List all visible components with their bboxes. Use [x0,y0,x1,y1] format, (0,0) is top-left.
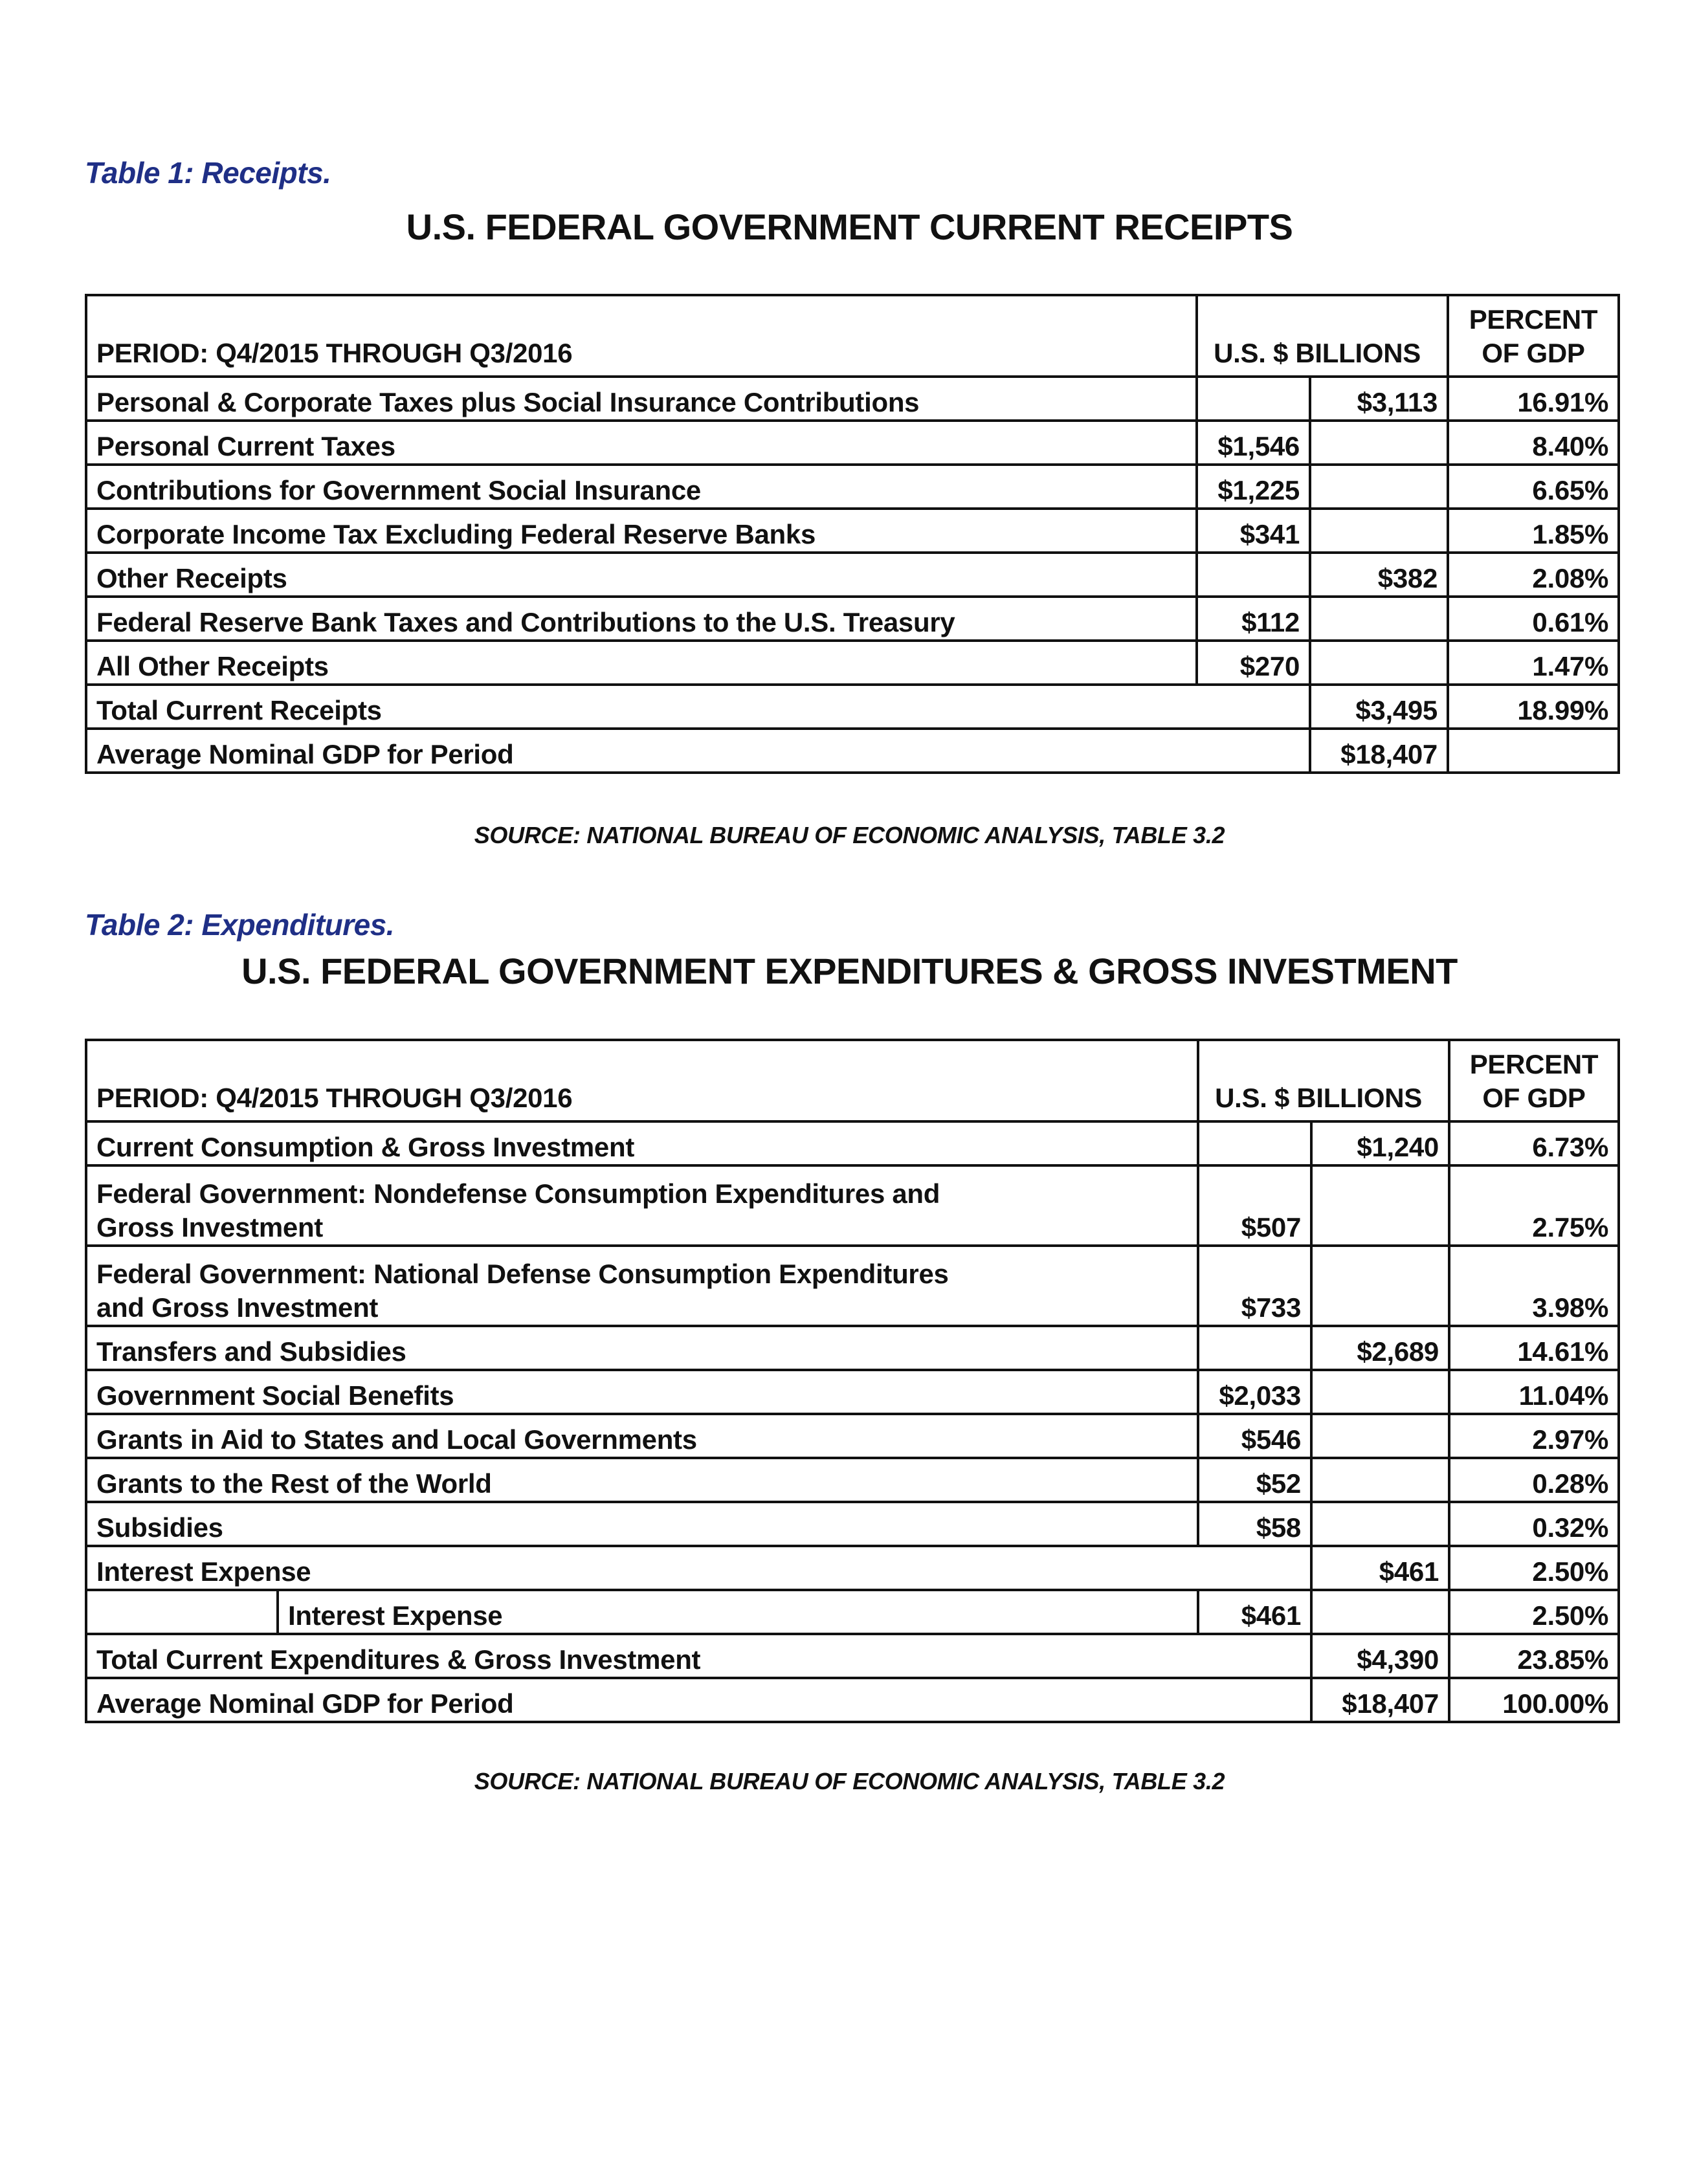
table-row [86,1414,1619,1458]
table-row-total [86,1634,1619,1678]
table-row-total [86,685,1619,729]
total-amount: $1,240 [1311,1121,1449,1165]
row-label: Federal Government: Nondefense Consumption Expenditures and Gross Investment [86,1165,1198,1246]
total-amount [1310,509,1448,553]
table-row [86,1502,1619,1546]
total-amount: $3,113 [1310,377,1448,421]
table-row [86,509,1619,553]
percent-gdp: 0.32% [1449,1502,1619,1546]
percent-gdp: 6.73% [1449,1121,1619,1165]
total-amount: $4,390 [1311,1634,1449,1678]
percent-gdp: 0.28% [1449,1458,1619,1502]
table-row [86,1590,1619,1634]
table-row [86,1246,1619,1326]
table-row [86,465,1619,509]
percent-gdp: 6.65% [1448,465,1619,509]
table2-title: U.S. FEDERAL GOVERNMENT EXPENDITURES & GROSS INVESTMENT [241,951,1458,991]
sub-amount [1198,1326,1311,1370]
total-amount [1310,465,1448,509]
percent-gdp: 2.97% [1449,1414,1619,1458]
row-label: Grants in Aid to States and Local Governments [86,1414,1198,1458]
row-label: Federal Government: National Defense Consumption Expenditures and Gross Investment [86,1246,1198,1326]
table1-title: U.S. FEDERAL GOVERNMENT CURRENT RECEIPTS [406,206,1293,247]
sub-amount: $461 [1198,1590,1311,1634]
percent-gdp: 2.08% [1448,553,1619,597]
indent-spacer-cell [86,1590,278,1634]
row-label: Transfers and Subsidies [86,1326,1198,1370]
table-row [86,377,1619,421]
total-amount: $461 [1311,1546,1449,1590]
row-label: Personal & Corporate Taxes plus Social Insurance Contributions [86,377,1197,421]
percent-gdp: 14.61% [1449,1326,1619,1370]
percent-gdp: 16.91% [1448,377,1619,421]
row-label: Interest Expense [278,1590,1198,1634]
table2-caption: Table 2: Expenditures. [85,908,395,942]
sub-amount: $58 [1198,1502,1311,1546]
percent-gdp: 2.50% [1449,1546,1619,1590]
total-amount: $382 [1310,553,1448,597]
row-label: Government Social Benefits [86,1370,1198,1414]
total-amount [1311,1370,1449,1414]
total-amount [1310,421,1448,465]
usd-header: U.S. $ BILLIONS [1197,295,1448,377]
percent-gdp: 2.50% [1449,1590,1619,1634]
row-label: Corporate Income Tax Excluding Federal Reserve Banks [86,509,1197,553]
row-label: Interest Expense [86,1546,1311,1590]
sub-amount: $507 [1198,1165,1311,1246]
sub-amount: $733 [1198,1246,1311,1326]
percent-gdp: 18.99% [1448,685,1619,729]
table-row [86,553,1619,597]
sub-amount: $112 [1197,597,1310,641]
table-row [86,421,1619,465]
total-amount [1311,1590,1449,1634]
row-label: Average Nominal GDP for Period [86,729,1310,773]
percent-header: PERCENT OF GDP [1449,1040,1619,1121]
row-label: Other Receipts [86,553,1197,597]
table-header-row [86,295,1619,377]
sub-amount [1197,377,1310,421]
row-label: Contributions for Government Social Insurance [86,465,1197,509]
total-amount [1310,641,1448,685]
total-amount [1311,1165,1449,1246]
total-amount: $2,689 [1311,1326,1449,1370]
row-label: All Other Receipts [86,641,1197,685]
sub-amount: $341 [1197,509,1310,553]
percent-gdp: 11.04% [1449,1370,1619,1414]
sub-amount: $270 [1197,641,1310,685]
table-row [86,1546,1619,1590]
row-label: Current Consumption & Gross Investment [86,1121,1198,1165]
table-header-row [86,1040,1619,1121]
sub-amount: $52 [1198,1458,1311,1502]
sub-amount: $546 [1198,1414,1311,1458]
percent-gdp: 23.85% [1449,1634,1619,1678]
row-label: Personal Current Taxes [86,421,1197,465]
table2-source: SOURCE: NATIONAL BUREAU OF ECONOMIC ANALYSIS, TABLE 3.2 [474,1768,1225,1794]
table-row [86,597,1619,641]
table1-source: SOURCE: NATIONAL BUREAU OF ECONOMIC ANALYSIS, TABLE 3.2 [474,822,1225,848]
table-row-gdp [86,1678,1619,1722]
table-row [86,641,1619,685]
sub-amount [1197,553,1310,597]
total-amount: $18,407 [1310,729,1448,773]
percent-gdp: 2.75% [1449,1165,1619,1246]
total-amount: $3,495 [1310,685,1448,729]
row-label: Federal Reserve Bank Taxes and Contributions to the U.S. Treasury [86,597,1197,641]
table-row [86,1121,1619,1165]
percent-header: PERCENT OF GDP [1448,295,1619,377]
percent-gdp: 1.47% [1448,641,1619,685]
period-header: PERIOD: Q4/2015 THROUGH Q3/2016 [86,1040,1198,1121]
table-row [86,1370,1619,1414]
percent-gdp: 8.40% [1448,421,1619,465]
expenditures-table [85,1039,1620,1723]
usd-header: U.S. $ BILLIONS [1198,1040,1449,1121]
sub-amount: $1,546 [1197,421,1310,465]
percent-gdp [1448,729,1619,773]
period-header: PERIOD: Q4/2015 THROUGH Q3/2016 [86,295,1197,377]
row-label: Total Current Expenditures & Gross Investment [86,1634,1311,1678]
sub-amount [1198,1121,1311,1165]
table1-caption: Table 1: Receipts. [85,156,331,190]
total-amount [1310,597,1448,641]
total-amount [1311,1414,1449,1458]
receipts-table [85,294,1620,774]
total-amount: $18,407 [1311,1678,1449,1722]
percent-gdp: 1.85% [1448,509,1619,553]
row-label: Average Nominal GDP for Period [86,1678,1311,1722]
sub-amount: $1,225 [1197,465,1310,509]
table-row [86,1458,1619,1502]
total-amount [1311,1502,1449,1546]
row-label: Grants to the Rest of the World [86,1458,1198,1502]
row-label: Total Current Receipts [86,685,1310,729]
table-row [86,1165,1619,1246]
percent-gdp: 3.98% [1449,1246,1619,1326]
total-amount [1311,1458,1449,1502]
sub-amount: $2,033 [1198,1370,1311,1414]
table-row [86,1326,1619,1370]
row-label: Subsidies [86,1502,1198,1546]
table-row-gdp [86,729,1619,773]
total-amount [1311,1246,1449,1326]
percent-gdp: 100.00% [1449,1678,1619,1722]
percent-gdp: 0.61% [1448,597,1619,641]
